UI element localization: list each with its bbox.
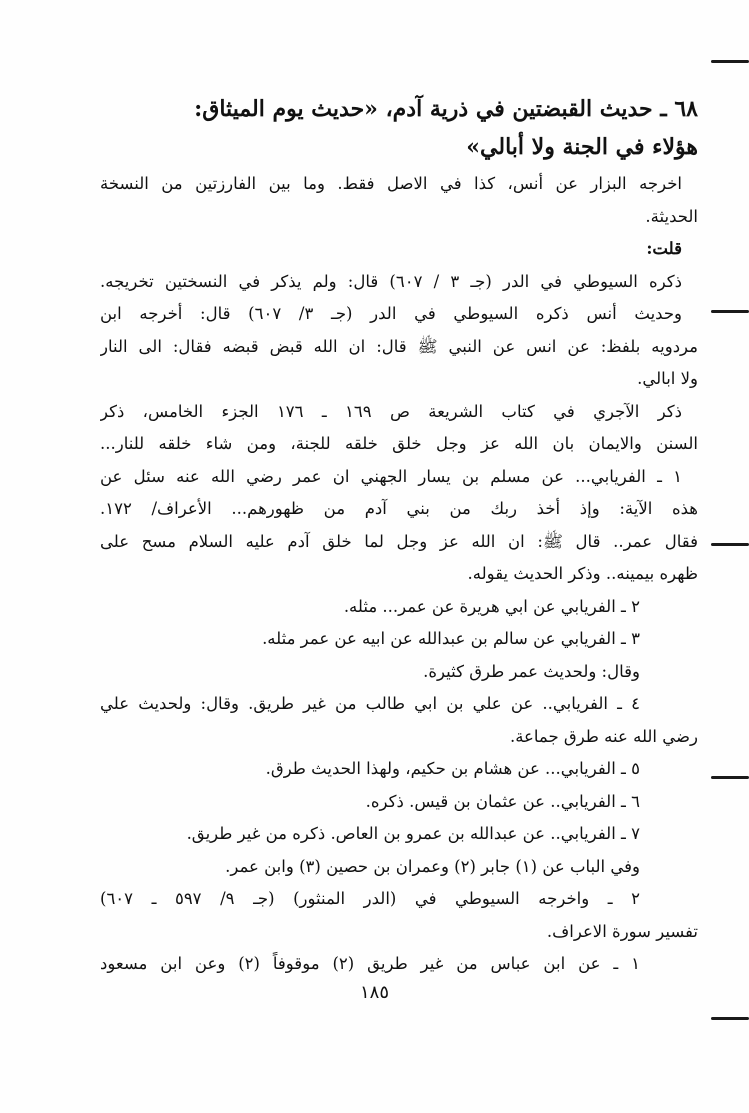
page-number: ١٨٥ bbox=[359, 982, 389, 1003]
text-line: اخرجه البزار عن أنس، كذا في الاصل فقط. وما بين الفارزتين من النسخة bbox=[100, 174, 682, 193]
text-line: ٥ ـ الفريابي... عن هشام بن حكيم، ولهذا الحديث طرق. bbox=[265, 759, 640, 778]
text-line: فقال عمر.. قال ﷺ: ان الله عز وجل لما خلق آدم عليه السلام مسح على bbox=[100, 531, 698, 551]
section-title-line-2: هؤلاء في الجنة ولا أبالي» bbox=[466, 134, 698, 160]
text-line: السنن والايمان بان الله عز وجل خلق خلقه للجنة، ومن شاء خلقه للنار... bbox=[100, 434, 698, 453]
text-line: وقال: ولحديث عمر طرق كثيرة. bbox=[423, 661, 640, 681]
text-line: ١ ـ عن ابن عباس من غير طريق (٢) موقوفاً (٢) وعن ابن مسعود bbox=[100, 954, 640, 973]
text-line: ٦ ـ الفريابي.. عن عثمان بن قيس. ذكره. bbox=[365, 791, 640, 811]
text-line: ولا ابالي. bbox=[637, 369, 698, 388]
edge-mark bbox=[711, 776, 749, 779]
edge-mark bbox=[711, 60, 749, 63]
text-line: ٢ ـ الفريابي عن ابي هريرة عن عمر... مثله. bbox=[343, 596, 640, 616]
text-line: وحديث أنس ذكره السيوطي في الدر (جـ ٣/ ٦٠٧) قال: أخرجه ابن bbox=[100, 304, 682, 323]
text-line: ٤ ـ الفريابي.. عن علي بن ابي طالب من غير طريق. وقال: ولحديث علي bbox=[100, 694, 640, 713]
edge-mark bbox=[711, 1017, 749, 1020]
text-line: هذه الآية: وإذ أخذ ربك من بني آدم من ظهورهم... الأعراف/ ١٧٢. bbox=[100, 499, 698, 518]
text-line: وفي الباب عن (١) جابر (٢) وعمران بن حصين (٣) وابن عمر. bbox=[225, 856, 640, 876]
text-line: ٢ ـ واخرجه السيوطي في (الدر المنثور) (جـ ٩/ ٥٩٧ ـ ٦٠٧) bbox=[100, 889, 640, 908]
edge-mark bbox=[711, 543, 749, 546]
text-line: رضي الله عنه طرق جماعة. bbox=[509, 726, 698, 746]
section-title bbox=[100, 90, 698, 166]
section-title-line-1: ٦٨ ـ حديث القبضتين في ذرية آدم، «حديث يوم الميثاق: bbox=[194, 96, 698, 122]
text-line: ٣ ـ الفريابي عن سالم بن عبدالله عن ابيه عن عمر مثله. bbox=[262, 629, 640, 648]
text-line: ذكر الآجري في كتاب الشريعة ص ١٦٩ ـ ١٧٦ الجزء الخامس، ذكر bbox=[100, 401, 683, 421]
text-line: تفسير سورة الاعراف. bbox=[546, 921, 698, 941]
text-line: ٧ ـ الفريابي.. عن عبدالله بن عمرو بن العاص. ذكره من غير طريق. bbox=[186, 824, 640, 843]
edge-mark bbox=[711, 310, 749, 313]
text-line: ١ ـ الفريابي... عن مسلم بن يسار الجهني ان عمر رضي الله عنه سئل عن bbox=[100, 466, 682, 486]
page-text-block bbox=[100, 90, 698, 981]
text-line: ذكره السيوطي في الدر (جـ ٣ / ٦٠٧) قال: ولم يذكر في النسختين تخريجه. bbox=[100, 271, 682, 291]
text-line: ظهره بيمينه.. وذكر الحديث يقوله. bbox=[467, 564, 698, 583]
text-line: مردويه بلفظ: عن انس عن النبي ﷺ قال: ان الله قبض قبضه فقال: الى النار bbox=[100, 336, 698, 356]
text-line: قلت: bbox=[646, 239, 682, 258]
text-line: الحديثة. bbox=[645, 206, 698, 226]
